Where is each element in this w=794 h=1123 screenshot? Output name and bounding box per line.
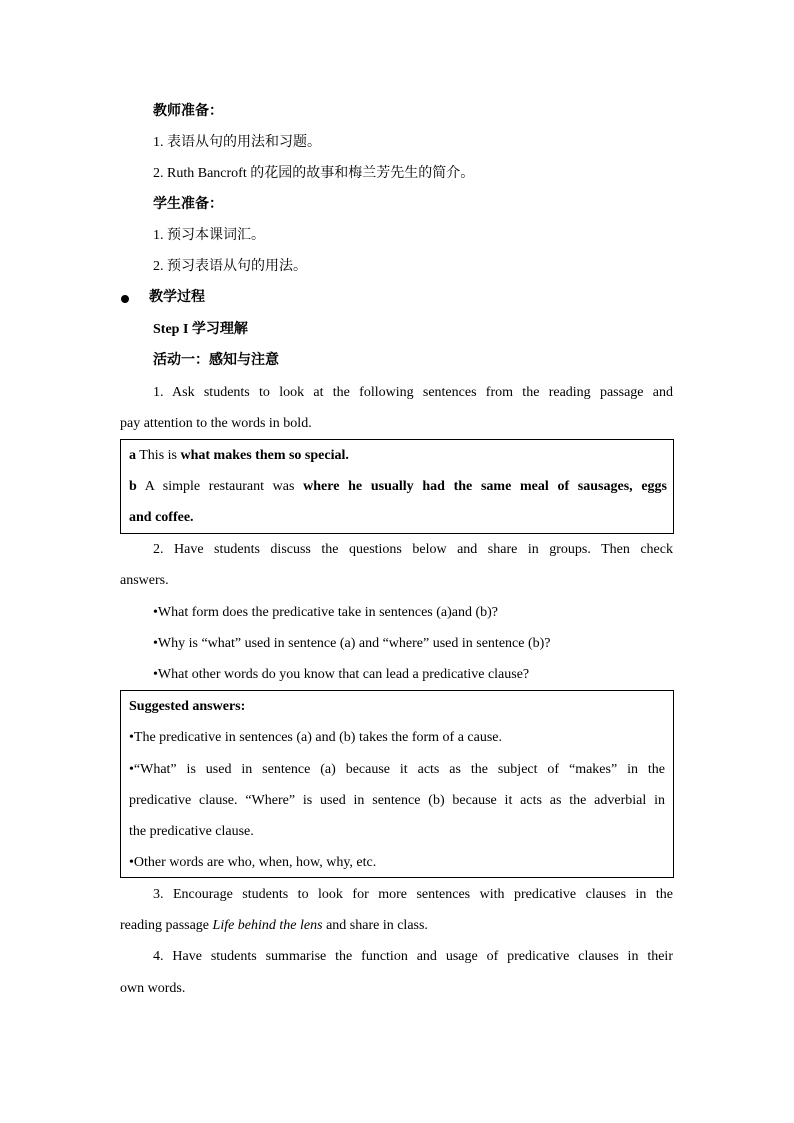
bullet-icon [121, 295, 129, 303]
paragraph-4-line-2: own words. [120, 981, 186, 996]
examples-box [120, 439, 674, 534]
answer-2-line-2: predicative clause. “Where” is used in sentence (b) because it acts as the adverbial in [129, 793, 665, 808]
example-b [129, 477, 667, 497]
activity-heading: 活动一：感知与注意 [153, 353, 279, 368]
teacher-prep-item-2: 2. Ruth Bancroft 的花园的故事和梅兰芳先生的简介。 [153, 166, 475, 181]
example-a [129, 446, 349, 466]
process-heading: 教学过程 [149, 290, 205, 305]
paragraph-3-line-2 [120, 916, 428, 936]
paragraph-1-line-1: 1. Ask students to look at the following sentences from the reading passage and [153, 385, 673, 400]
example-a-bold: what makes them so special. [180, 448, 349, 463]
answer-3: •Other words are who, when, how, why, etc. [129, 855, 377, 870]
question-1: •What form does the predicative take in sentences (a)and (b)? [153, 605, 499, 620]
example-b-bold: where he usually had the same meal of sausages, eggs [303, 479, 668, 494]
student-prep-item-1: 1. 预习本课词汇。 [153, 228, 265, 243]
teacher-prep-heading: 教师准备： [153, 104, 223, 119]
step-heading: Step I 学习理解 [153, 322, 248, 337]
answer-2-line-1: •“What” is used in sentence (a) because it acts as the subject of “makes” in the [129, 762, 665, 777]
example-a-text: This is [136, 448, 181, 463]
answers-heading: Suggested answers: [129, 699, 246, 714]
passage-title: Life behind the lens [212, 918, 323, 933]
example-a-label: a [129, 448, 136, 463]
question-2: •Why is “what” used in sentence (a) and “where” used in sentence (b)? [153, 636, 551, 651]
paragraph-1-line-2: pay attention to the words in bold. [120, 416, 312, 431]
paragraph-2-line-1: 2. Have students discuss the questions below and share in groups. Then check [153, 542, 673, 557]
example-b-label: b [129, 479, 137, 494]
student-prep-item-2: 2. 预习表语从句的用法。 [153, 259, 307, 274]
example-b-bold-line-2: and coffee. [129, 510, 194, 525]
answer-2-line-3: the predicative clause. [129, 824, 254, 839]
question-3: •What other words do you know that can lead a predicative clause? [153, 667, 530, 682]
paragraph-3-pre: reading passage [120, 918, 213, 933]
student-prep-heading: 学生准备： [153, 197, 223, 212]
paragraph-3-post: and share in class. [322, 918, 428, 933]
teacher-prep-item-1: 1. 表语从句的用法和习题。 [153, 135, 321, 150]
example-b-text: A simple restaurant was [136, 479, 304, 494]
paragraph-2-line-2: answers. [120, 573, 169, 588]
answer-1: •The predicative in sentences (a) and (b) takes the form of a cause. [129, 730, 503, 745]
answers-box [120, 690, 674, 878]
paragraph-4-line-1: 4. Have students summarise the function and usage of predicative clauses in their [153, 949, 673, 964]
paragraph-3-line-1: 3. Encourage students to look for more sentences with predicative clauses in the [153, 887, 673, 902]
